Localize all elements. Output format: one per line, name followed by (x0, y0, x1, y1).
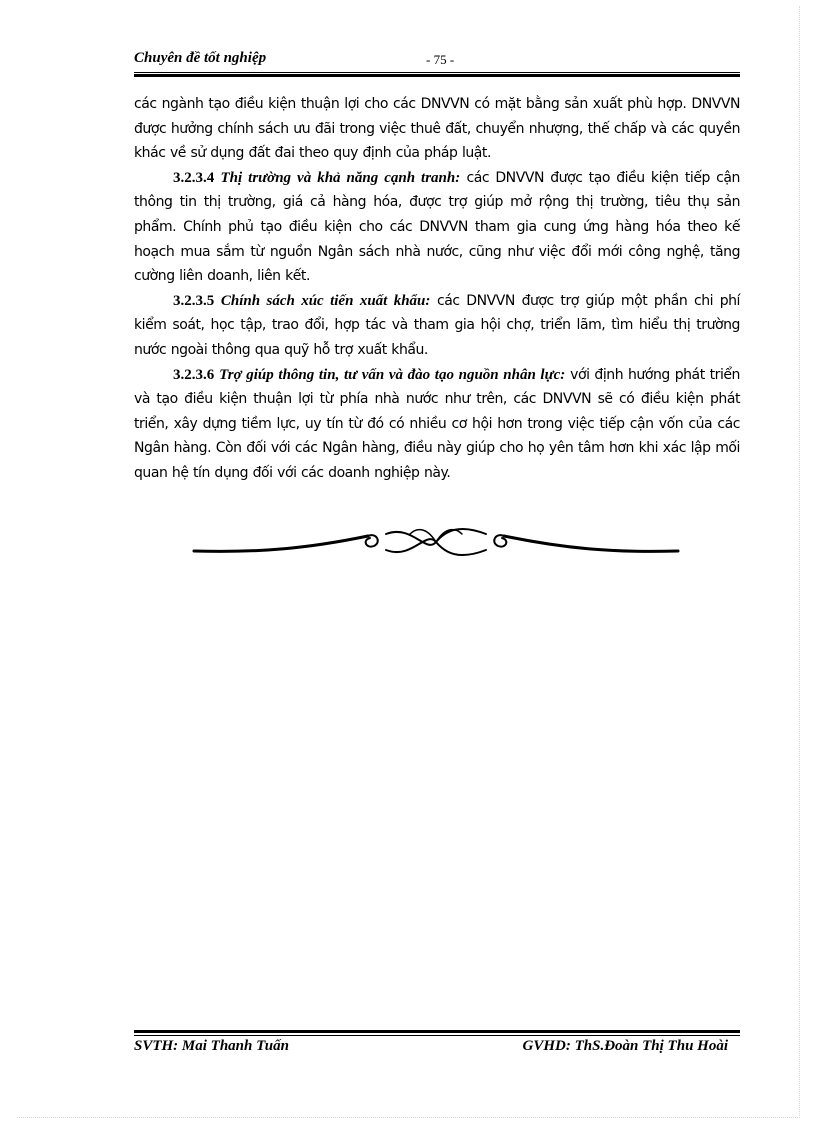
flourish-ornament-icon (190, 520, 682, 566)
section-number: 3.2.3.5 (173, 292, 215, 309)
section-text: các DNVVN được trợ giúp một phần chi phí kiểm soát, học tập, trao đổi, hợp tác và tham gia hội chợ, triển lãm, tìm hiểu thị trường nước ngoài thông qua quỹ hỗ trợ xuất khẩu. (134, 292, 740, 358)
section-3-2-3-5 (134, 289, 740, 363)
section-title: Trợ giúp thông tin, tư vấn và đào tạo nguồn nhân lực: (219, 366, 566, 383)
page-footer (134, 1038, 740, 1062)
section-text: các DNVVN được tạo điều kiện tiếp cận thông tin thị trường, giá cả hàng hóa, được trợ giúp mở rộng thị trường, tiêu thụ sản phẩm. Chính phủ tạo điều kiện cho các DNVVN tham gia cung ứng hàng hóa theo kế hoạch mua sắm từ nguồn Ngân sách nhà nước, cũng như việc đổi mới công nghệ, tăng cường liên doanh, liên kết. (134, 169, 740, 285)
section-3-2-3-4 (134, 166, 740, 289)
footer-rule-thin (134, 1035, 740, 1036)
section-number: 3.2.3.4 (173, 169, 215, 186)
section-title: Chính sách xúc tiến xuất khẩu: (220, 292, 431, 309)
footer-rule-thick (134, 1030, 740, 1033)
advisor-name: GVHD: ThS.Đoàn Thị Thu Hoài (522, 1038, 728, 1054)
header-rule-thick (134, 74, 740, 77)
header-rule-thin (134, 72, 740, 73)
section-3-2-3-6 (134, 363, 740, 486)
section-number: 3.2.3.6 (173, 366, 215, 383)
section-text: với định hướng phát triển và tạo điều kiện thuận lợi từ phía nhà nước như trên, các DNVVN sẽ có điều kiện phát triển, xây dựng tiềm lực, uy tín từ đó có nhiều cơ hội hơn trong việc tiếp cận vốn của các Ngân hàng. Còn đối với các Ngân hàng, điều này giúp cho họ yên tâm hơn khi xác lập mối quan hệ tín dụng đối với các doanh nghiệp này. (134, 366, 740, 481)
page-header (134, 48, 740, 72)
body-text (134, 92, 740, 486)
student-name: SVTH: Mai Thanh Tuấn (134, 1038, 289, 1054)
section-title: Thị trường và khả năng cạnh tranh: (220, 169, 461, 186)
paragraph-continuation: các ngành tạo điều kiện thuận lợi cho các DNVVN có mặt bằng sản xuất phù hợp. DNVVN được hưởng chính sách ưu đãi trong việc thuê đất, chuyển nhượng, thế chấp và các quyền khác về sử dụng đất đai theo quy định của pháp luật. (134, 96, 740, 162)
page-number: - 75 - (426, 52, 455, 67)
header-title: Chuyên đề tốt nghiệp (134, 50, 267, 66)
